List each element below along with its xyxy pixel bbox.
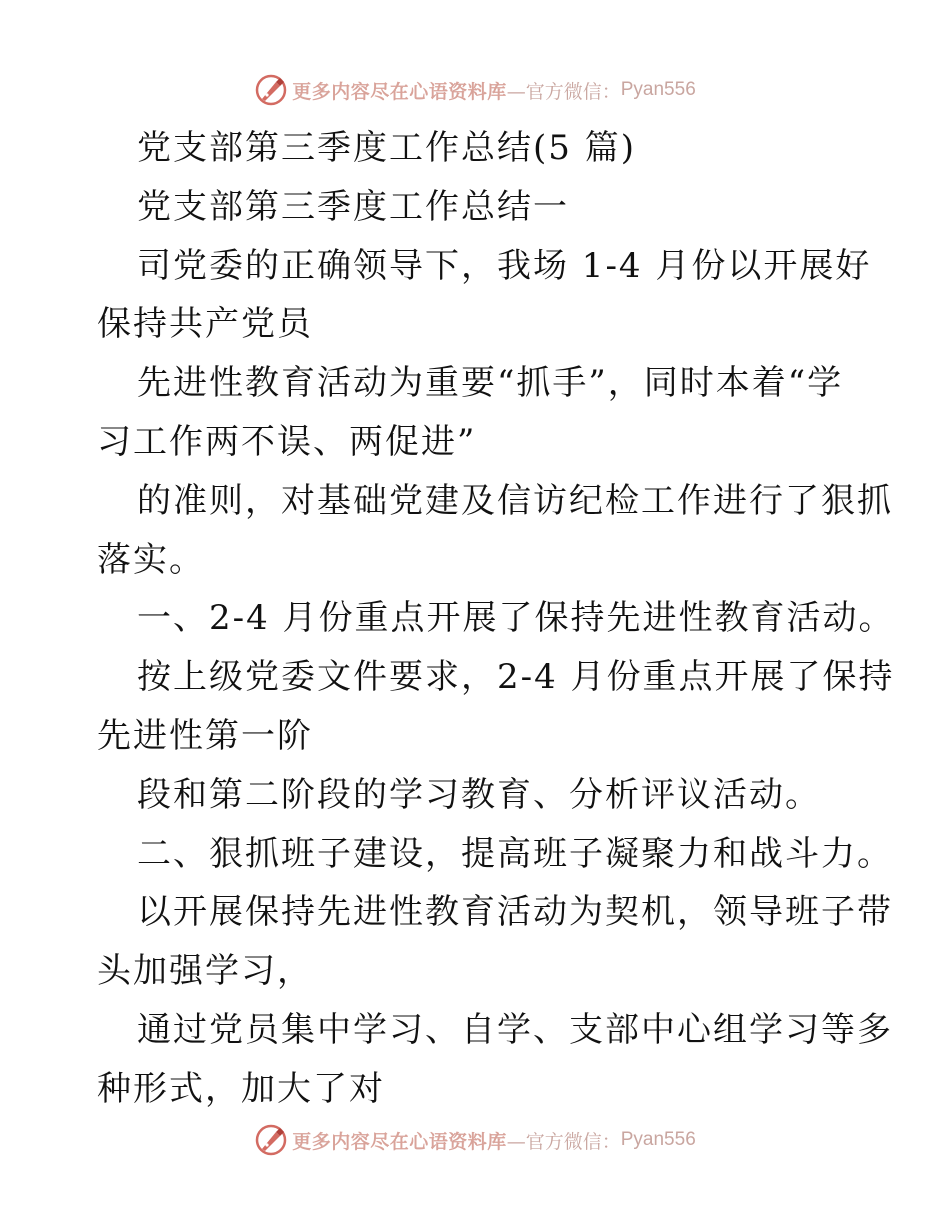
paragraph-line: 司党委的正确领导下，我场 1-4 月份以开展好 [137, 245, 872, 286]
paragraph-line: 以开展保持先进性教育活动为契机，领导班子带 [137, 892, 893, 933]
heading-one: 一、2-4 月份重点开展了保持先进性教育活动。 [137, 598, 895, 639]
paragraph-line: 段和第二阶段的学习教育、分析评议活动。 [137, 774, 821, 815]
watermark-main-text: 更多内容尽在心语资料库 [292, 1130, 507, 1153]
pen-nib-logo-icon [254, 73, 288, 107]
watermark-contact-id: Pyan556 [620, 79, 696, 100]
watermark-contact-id: Pyan556 [620, 1129, 696, 1150]
watermark-contact-prefix: —官方微信： [506, 80, 621, 103]
paragraph-line: 保持共产党员 [97, 304, 313, 345]
paragraph-line: 通过党员集中学习、自学、支部中心组学习等多 [137, 1009, 893, 1050]
heading-two: 二、狠抓班子建设，提高班子凝聚力和战斗力。 [137, 833, 893, 874]
watermark-main-text: 更多内容尽在心语资料库 [292, 80, 507, 103]
paragraph-line: 种形式，加大了对 [97, 1068, 385, 1109]
paragraph-line: 头加强学习， [97, 951, 313, 992]
paragraph-line: 习工作两不误、两促进” [97, 421, 477, 462]
paragraph-line: 先进性教育活动为重要“抓手”，同时本着“学 [137, 363, 844, 404]
paragraph-line: 落实。 [97, 539, 205, 580]
pen-nib-logo-icon [254, 1123, 288, 1157]
section-title: 党支部第三季度工作总结一 [137, 186, 569, 227]
document-title: 党支部第三季度工作总结(5 篇) [137, 128, 636, 168]
footer-watermark [0, 1120, 950, 1160]
paragraph-line: 先进性第一阶 [97, 715, 313, 756]
header-watermark [0, 70, 950, 110]
paragraph-line: 的准则，对基础党建及信访纪检工作进行了狠抓 [137, 480, 893, 521]
paragraph-line: 按上级党委文件要求，2-4 月份重点开展了保持 [137, 657, 895, 698]
document-body [97, 119, 895, 1119]
watermark-contact-prefix: —官方微信： [506, 1130, 621, 1153]
